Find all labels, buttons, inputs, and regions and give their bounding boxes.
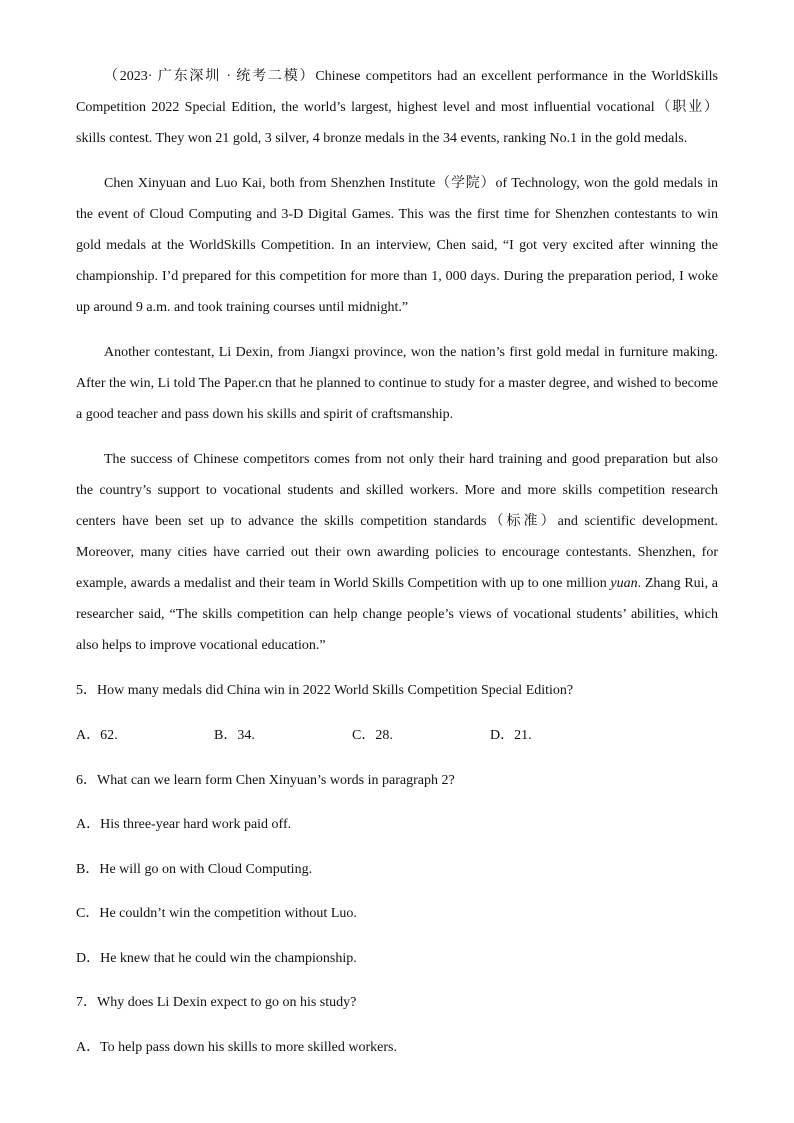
- question-6-option-d[interactable]: D．He knew that he could win the championship.: [76, 951, 357, 966]
- question-6-option-b[interactable]: B．He will go on with Cloud Computing.: [76, 862, 313, 877]
- question-6-stem: 6．What can we learn form Chen Xinyuan’s words in paragraph 2?: [76, 773, 455, 788]
- question-5-stem: 5．How many medals did China win in 2022 World Skills Competition Special Edition?: [76, 683, 574, 698]
- question-5-options: [76, 726, 718, 746]
- paragraph-4-text-before: The success of Chinese competitors comes from not only their hard training and good preparation but also the country’s support to vocational students and skilled workers. More and more skills competition research centers have been set up to advance the skills competition standards（标准）and scientific development. Moreover, many cities have carried out their own awarding policies to encourage contestants. Shenzhen, for example, awards a medalist and their team in World Skills Competition with up to one million: [76, 452, 718, 591]
- question-5-option-d[interactable]: D．21.: [490, 728, 532, 743]
- passage-paragraph-4: [76, 444, 718, 661]
- paragraph-4-text-after: . Zhang Rui, a researcher said, “The skills competition can help change people’s views of vocational students’ abilities, which also helps to improve vocational education.”: [76, 576, 719, 653]
- question-5-option-b[interactable]: B．34.: [214, 728, 255, 743]
- question-7-option-a[interactable]: A．To help pass down his skills to more skilled workers.: [76, 1040, 397, 1055]
- question-5-option-c[interactable]: C．28.: [352, 728, 393, 743]
- passage-paragraph-3: Another contestant, Li Dexin, from Jiangxi province, won the nation’s first gold medal in furniture making. After the win, Li told The Paper.cn that he planned to continue to study for a master degree, and wished to become a good teacher and pass down his skills and spirit of craftsmanship.: [76, 345, 718, 422]
- question-6-option-c[interactable]: C．He couldn’t win the competition without Luo.: [76, 906, 357, 921]
- question-6-option-a[interactable]: A．His three-year hard work paid off.: [76, 817, 292, 832]
- passage-paragraph-2: Chen Xinyuan and Luo Kai, both from Shenzhen Institute（学院）of Technology, won the gold medals in the event of Cloud Computing and 3-D Digital Games. This was the first time for Shenzhen contestants to win gold medals at the WorldSkills Competition. In an interview, Chen said, “I got very excited after winning the championship. I’d prepared for this competition for more than 1, 000 days. During the preparation period, I woke up around 9 a.m. and took training courses until midnight.”: [76, 176, 718, 315]
- question-7-stem: 7．Why does Li Dexin expect to go on his study?: [76, 995, 357, 1010]
- question-5-option-a[interactable]: A．62.: [76, 728, 118, 743]
- paragraph-4-italic-word: yuan: [610, 576, 638, 591]
- passage-paragraph-1: （2023· 广东深圳 · 统考二模）Chinese competitors had an excellent performance in the WorldSkills Competition 2022 Special Edition, the world’s largest, highest level and most influential vocational（职业）skills contest. They won 21 gold, 3 silver, 4 bronze medals in the 34 events, ranking No.1 in the gold medals.: [76, 69, 718, 146]
